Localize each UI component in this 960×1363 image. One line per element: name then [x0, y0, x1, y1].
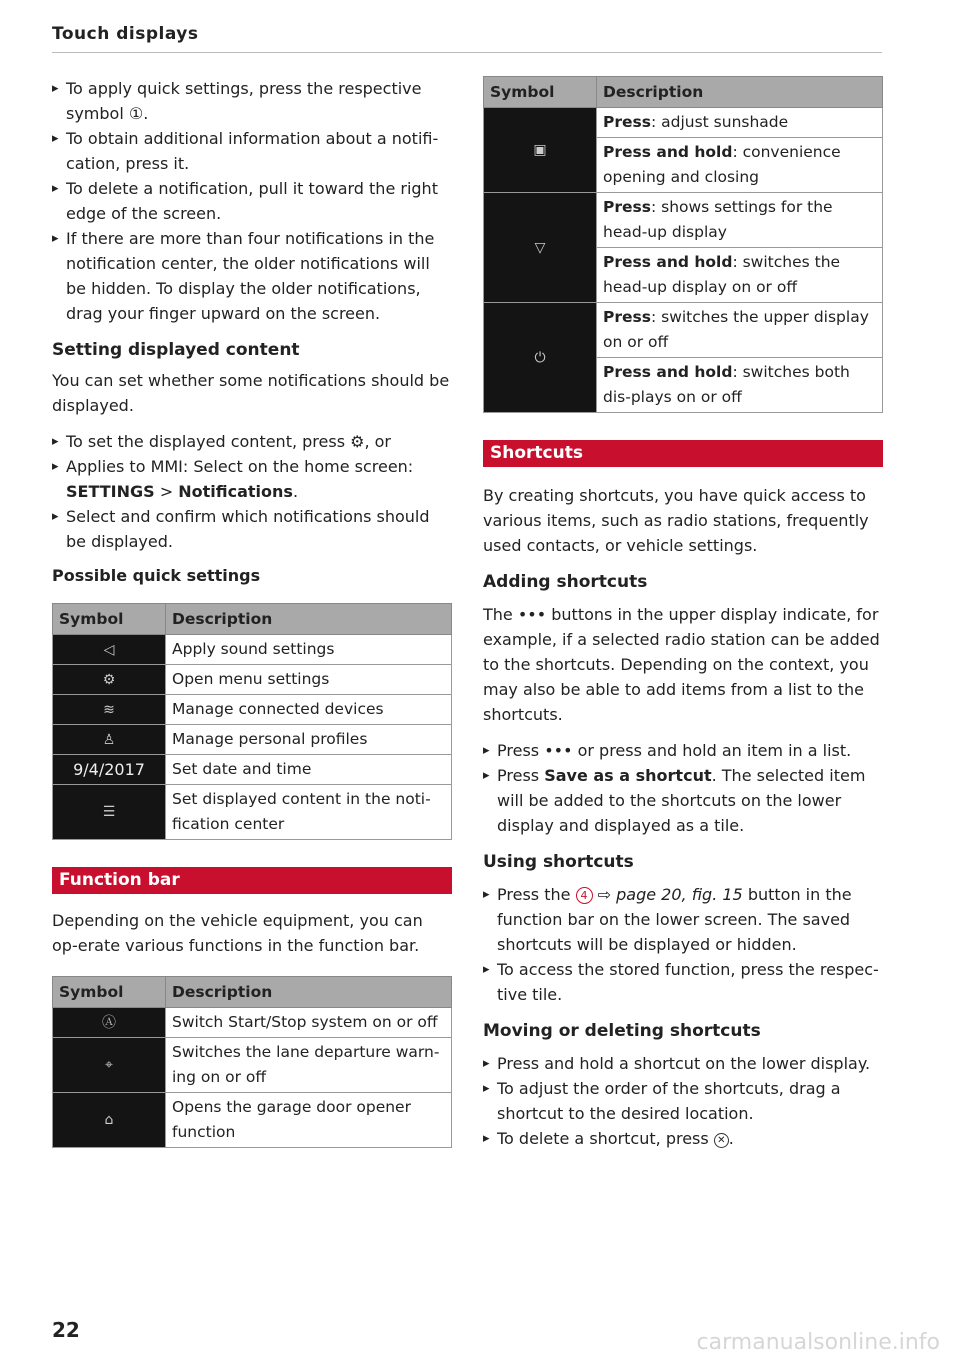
- person-icon: ♙: [53, 725, 166, 755]
- table-cell: Manage connected devices: [166, 695, 452, 725]
- subheading: Possible quick settings: [52, 566, 261, 585]
- paragraph: By creating shortcuts, you have quick access to various items, such as radio stations, frequently used contacts, or vehicle settings.: [483, 486, 869, 555]
- table-row: [484, 108, 883, 138]
- list-item: ▸ To access the stored function, press the respec-tive tile.: [483, 957, 883, 1007]
- menu-path-notifications: Notifications: [178, 482, 293, 501]
- section-banner: Function bar: [52, 867, 452, 894]
- table-cell: Switch Start/Stop system on or off: [166, 1008, 452, 1038]
- section-heading: Moving or deleting shortcuts: [483, 1021, 761, 1041]
- column-header: Description: [166, 604, 452, 635]
- head-up-display-icon: ▽: [484, 193, 597, 303]
- list-item: ▸ If there are more than four notifications in the notification center, the older notifications will be hidden. To display the older notifications, drag your finger upward on the screen.: [52, 226, 452, 326]
- table-cell: Press: adjust sunshade: [597, 108, 883, 138]
- table-row: [53, 785, 452, 840]
- gear-icon: ⚙: [53, 665, 166, 695]
- table-cell: Press and hold: switches both dis-plays on or off: [597, 358, 883, 413]
- table-row: [53, 755, 452, 785]
- table-cell: Manage personal profiles: [166, 725, 452, 755]
- garage-door-icon: ⌂: [53, 1093, 166, 1148]
- text: Applies to MMI: Select on the home screen:: [66, 457, 414, 476]
- speaker-icon: ◁: [53, 635, 166, 665]
- lane-departure-icon: ⌖: [53, 1038, 166, 1093]
- table-row: [53, 635, 452, 665]
- callout-number: 4: [576, 887, 593, 904]
- quick-settings-table: [52, 603, 452, 840]
- notification-settings-icon: ☰: [53, 785, 166, 840]
- table-cell: Press: switches the upper display on or off: [597, 303, 883, 358]
- text: >: [154, 482, 179, 501]
- table-cell: Apply sound settings: [166, 635, 452, 665]
- list-item: [52, 454, 452, 504]
- paragraph: The ••• buttons in the upper display indicate, for example, if a selected radio station can be added to the shortcuts. Depending on the context, you may also be able to add items from a list to the shortcuts.: [483, 605, 880, 724]
- list-item: ▸ To delete a notification, pull it toward the right edge of the screen.: [52, 176, 452, 226]
- page-title: Touch displays: [52, 24, 199, 44]
- list-item: ▸ To obtain additional information about a notifi-cation, press it.: [52, 126, 452, 176]
- start-stop-icon: Ⓐ: [53, 1008, 166, 1038]
- right-column: [483, 76, 883, 1151]
- table-row: [484, 303, 883, 358]
- section-banner: Shortcuts: [483, 440, 883, 467]
- page-header: [52, 24, 882, 53]
- column-header: Description: [597, 77, 883, 108]
- date-symbol: 9/4/2017: [53, 755, 166, 785]
- table-row: [53, 1038, 452, 1093]
- wifi-icon: ≋: [53, 695, 166, 725]
- table-cell: Set displayed content in the noti-fication center: [166, 785, 452, 840]
- table-cell: Press and hold: switches the head-up display on or off: [597, 248, 883, 303]
- column-header: Description: [166, 977, 452, 1008]
- page-number: 22: [52, 1318, 80, 1342]
- list-item: ▸ To delete a shortcut, press ✕ .: [483, 1126, 883, 1151]
- function-bar-table: [52, 976, 452, 1148]
- list-item: ▸ Press Save as a shortcut. The selected item will be added to the shortcuts on the lower display and displayed as a tile.: [483, 763, 883, 838]
- table-row: [53, 1008, 452, 1038]
- paragraph: Depending on the vehicle equipment, you can op-erate various functions in the function bar.: [52, 911, 423, 955]
- display-power-icon: ⏻: [484, 303, 597, 413]
- table-cell: Open menu settings: [166, 665, 452, 695]
- list-item: ▸ To apply quick settings, press the respective symbol ①.: [52, 76, 452, 126]
- section-heading: Adding shortcuts: [483, 572, 648, 592]
- delete-icon: ✕: [714, 1133, 729, 1148]
- list-item: ▸ Press the 4 ⇨ page 20, fig. 15 button in the function bar on the lower screen. The saved shortcuts will be displayed or hidden.: [483, 882, 883, 957]
- paragraph: You can set whether some notifications should be displayed.: [52, 371, 450, 415]
- list-item: ▸ To set the displayed content, press ⚙, or: [52, 429, 452, 454]
- left-column: [52, 76, 452, 1148]
- symbols-table: [483, 76, 883, 413]
- text: .: [292, 482, 299, 501]
- column-header: Symbol: [484, 77, 597, 108]
- table-cell: Press and hold: convenience opening and closing: [597, 138, 883, 193]
- list-item: ▸ Press ••• or press and hold an item in a list.: [483, 738, 883, 763]
- list-item: ▸ To adjust the order of the shortcuts, drag a shortcut to the desired location.: [483, 1076, 883, 1126]
- table-cell: Opens the garage door opener function: [166, 1093, 452, 1148]
- list-item: ▸ Press and hold a shortcut on the lower display.: [483, 1051, 883, 1076]
- watermark: carmanualsonline.info: [696, 1330, 940, 1355]
- column-header: Symbol: [53, 604, 166, 635]
- table-cell: Press: shows settings for the head-up display: [597, 193, 883, 248]
- page-reference: ⇨ page 20, fig. 15: [597, 885, 743, 904]
- menu-path-settings: SETTINGS: [66, 482, 155, 501]
- sunshade-icon: ▣: [484, 108, 597, 193]
- section-heading: Using shortcuts: [483, 852, 634, 872]
- table-row: [53, 725, 452, 755]
- list-item: ▸ Select and confirm which notifications should be displayed.: [52, 504, 452, 554]
- table-cell: Set date and time: [166, 755, 452, 785]
- table-row: [53, 1093, 452, 1148]
- table-row: [53, 695, 452, 725]
- column-header: Symbol: [53, 977, 166, 1008]
- table-row: [53, 665, 452, 695]
- table-row: [484, 193, 883, 248]
- section-heading: Setting displayed content: [52, 340, 300, 360]
- table-cell: Switches the lane departure warn-ing on or off: [166, 1038, 452, 1093]
